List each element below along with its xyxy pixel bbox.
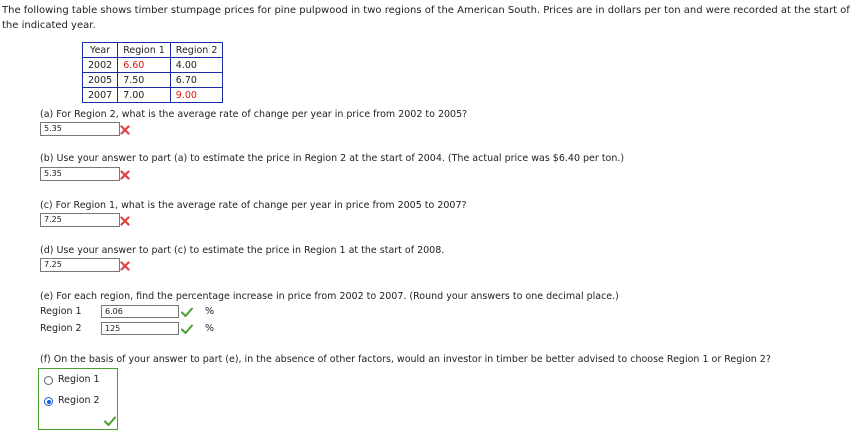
year-cell: 2007 bbox=[83, 88, 118, 103]
region-1-cell: 6.60 bbox=[118, 58, 171, 73]
question-d: (d) Use your answer to part (c) to estimate the price in Region 1 at the start of 2008. bbox=[40, 245, 445, 256]
header-region-2: Region 2 bbox=[170, 43, 223, 58]
table-row bbox=[83, 58, 223, 73]
question-c: (c) For Region 1, what is the average rate of change per year in price from 2005 to 2007? bbox=[40, 200, 467, 211]
option-region-1-label[interactable]: Region 1 bbox=[58, 374, 100, 385]
x-mark-icon bbox=[120, 261, 130, 271]
region-1-label: Region 1 bbox=[40, 306, 82, 317]
x-mark-icon bbox=[120, 170, 130, 180]
x-mark-icon bbox=[120, 125, 130, 135]
intro-text: The following table shows timber stumpage prices for pine pulpwood in two regions of the American South. Prices are in dollars per ton and were recorded at the start of the indicated year. bbox=[2, 5, 850, 31]
radio-region-1[interactable] bbox=[44, 376, 53, 385]
region-2-cell: 6.70 bbox=[170, 73, 223, 88]
header-year: Year bbox=[83, 43, 118, 58]
question-b: (b) Use your answer to part (a) to estimate the price in Region 2 at the start of 2004. (The actual price was $6.40 per ton.) bbox=[40, 153, 625, 164]
check-mark-icon bbox=[181, 324, 193, 334]
question-e: (e) For each region, find the percentage increase in price from 2002 to 2007. (Round your answers to one decimal place.) bbox=[40, 291, 619, 302]
region-2-label: Region 2 bbox=[40, 323, 82, 334]
radio-region-2[interactable] bbox=[44, 397, 53, 406]
table-header-row bbox=[83, 43, 223, 58]
header-region-1: Region 1 bbox=[118, 43, 171, 58]
question-f: (f) On the basis of your answer to part (e), in the absence of other factors, would an investor in timber be better advised to choose Region 1 or Region 2? bbox=[40, 354, 771, 365]
check-mark-icon bbox=[104, 416, 116, 426]
choice-group bbox=[38, 368, 118, 430]
region-2-cell: 9.00 bbox=[170, 88, 223, 103]
price-table bbox=[82, 42, 223, 103]
table-row bbox=[83, 88, 223, 103]
region-1-cell: 7.50 bbox=[118, 73, 171, 88]
region-1-cell: 7.00 bbox=[118, 88, 171, 103]
answer-d-input[interactable]: 7.25 bbox=[40, 258, 120, 272]
percent-unit: % bbox=[205, 306, 215, 317]
question-a: (a) For Region 2, what is the average rate of change per year in price from 2002 to 2005? bbox=[40, 109, 468, 120]
year-cell: 2005 bbox=[83, 73, 118, 88]
region-2-cell: 4.00 bbox=[170, 58, 223, 73]
percent-unit: % bbox=[205, 323, 215, 334]
table-row bbox=[83, 73, 223, 88]
answer-e-region-2-input[interactable]: 125 bbox=[101, 322, 179, 335]
answer-b-input[interactable]: 5.35 bbox=[40, 167, 120, 181]
year-cell: 2002 bbox=[83, 58, 118, 73]
option-region-2-label[interactable]: Region 2 bbox=[58, 395, 100, 406]
answer-e-region-1-input[interactable]: 6.06 bbox=[101, 305, 179, 318]
answer-a-input[interactable]: 5.35 bbox=[40, 122, 120, 136]
check-mark-icon bbox=[181, 307, 193, 317]
x-mark-icon bbox=[120, 216, 130, 226]
answer-c-input[interactable]: 7.25 bbox=[40, 213, 120, 227]
